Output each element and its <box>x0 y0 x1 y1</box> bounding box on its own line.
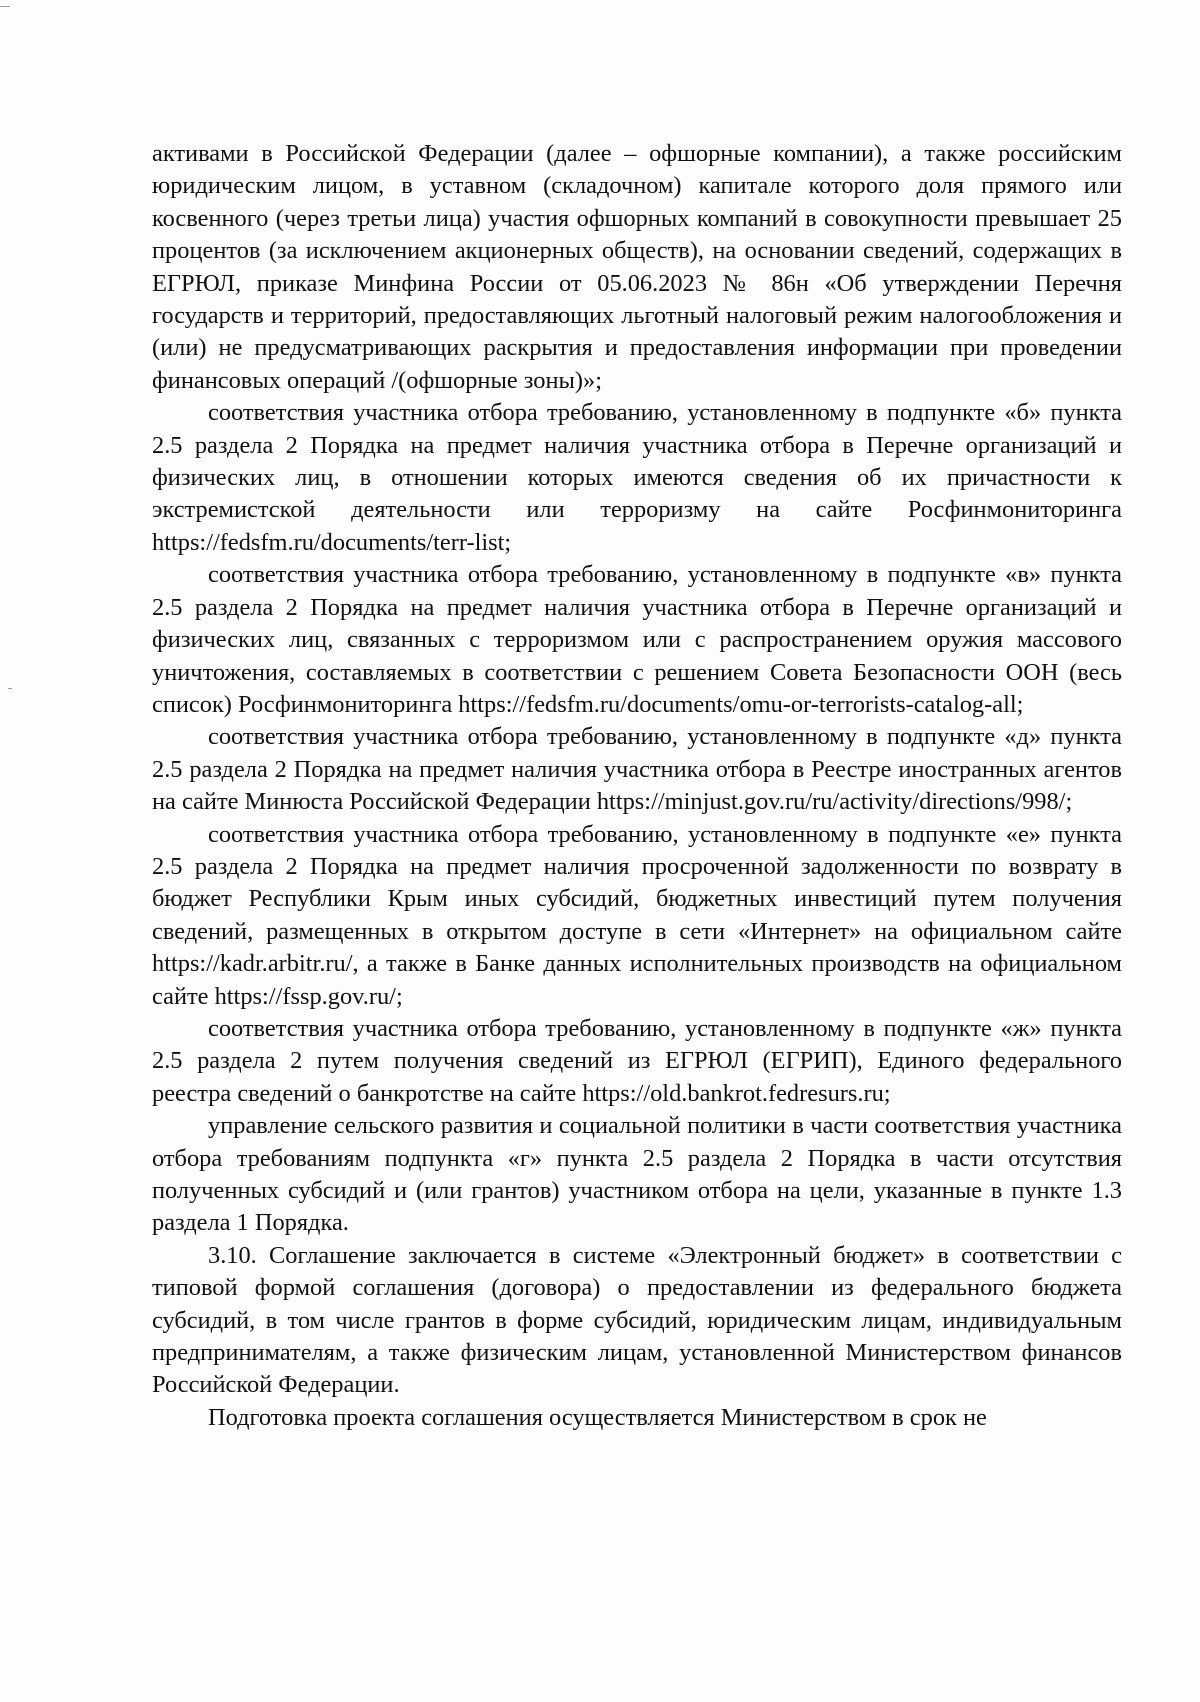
paragraph-check-b: соответствия участника отбора требованию, установленному в подпункте «б» пункта 2.5 раздела 2 Порядка на предмет наличия участника отбора в Перечне организаций и физических лиц, в отношении которых имеются сведения об их причастности к экстремистской деятельности или терроризму на сайте Росфинмониторинга https://fedsfm.ru/documents/terr-list; <box>152 399 1122 556</box>
paragraph-rural-department: управление сельского развития и социальной политики в части соответствия участника отбора требованиям подпункта «г» пункта 2.5 раздела 2 Порядка в части отсутствия полученных субсидий и (или грантов) участником отбора на цели, указанные в пункте 1.3 раздела 1 Порядка. <box>152 1112 1122 1237</box>
paragraph-offshore-continuation: активами в Российской Федерации (далее – офшорные компании), а также российским юридическим лицом, в уставном (складочном) капитале которого доля прямого или косвенного (через третьи лица) участия офшорных компаний в совокупности превышает 25 процентов (за исключением акционерных обществ), на основании сведений, содержащих в ЕГРЮЛ, приказе Минфина России от 05.06.2023 № 86н «Об утверждении Перечня государств и территорий, предоставляющих льготный налоговый режим налогообложения и (или) не предусматривающих раскрытия и предоставления информации при проведении финансовых операций /(офшорные зоны)»; <box>152 140 1122 394</box>
paragraph-check-d: соответствия участника отбора требованию, установленному в подпункте «д» пункта 2.5 раздела 2 Порядка на предмет наличия участника отбора в Реестре иностранных агентов на сайте Минюста Российской Федерации https://minjust.gov.ru/ru/activity/directions/998/; <box>152 723 1122 816</box>
document-body <box>152 138 1122 1434</box>
scan-mark-top-left <box>0 6 10 7</box>
paragraph-3-10-agreement: 3.10. Соглашение заключается в системе «Электронный бюджет» в соответствии с типовой формой соглашения (договора) о предоставлении из федерального бюджета субсидий, в том числе грантов в форме субсидий, юридическим лицам, индивидуальным предпринимателям, а также физическим лицам, установленной Министерством финансов Российской Федерации. <box>152 1241 1122 1399</box>
scan-mark-left <box>8 688 12 689</box>
paragraph-check-v: соответствия участника отбора требованию, установленному в подпункте «в» пункта 2.5 раздела 2 Порядка на предмет наличия участника отбора в Перечне организаций и физических лиц, связанных с терроризмом или с распространением оружия массового уничтожения, составляемых в соответствии с решением Совета Безопасности ООН (весь список) Росфинмониторинга https://fedsfm.ru/documents/omu-or-terrorists-catalog-all; <box>152 561 1122 718</box>
paragraph-check-zh: соответствия участника отбора требованию, установленному в подпункте «ж» пункта 2.5 раздела 2 путем получения сведений из ЕГРЮЛ (ЕГРИП), Единого федерального реестра сведений о банкротстве на сайте https://old.bankrot.fedresurs.ru; <box>152 1014 1122 1107</box>
paragraph-agreement-preparation: Подготовка проекта соглашения осуществляется Министерством в срок не <box>208 1403 987 1431</box>
paragraph-check-e: соответствия участника отбора требованию, установленному в подпункте «е» пункта 2.5 раздела 2 Порядка на предмет наличия просроченной задолженности по возврату в бюджет Республики Крым иных субсидий, бюджетных инвестиций путем получения сведений, размещенных в открытом доступе в сети «Интернет» на официальном сайте https://kadr.arbitr.ru/, а также в Банке данных исполнительных производств на официальном сайте https://fssp.gov.ru/; <box>152 820 1122 1010</box>
